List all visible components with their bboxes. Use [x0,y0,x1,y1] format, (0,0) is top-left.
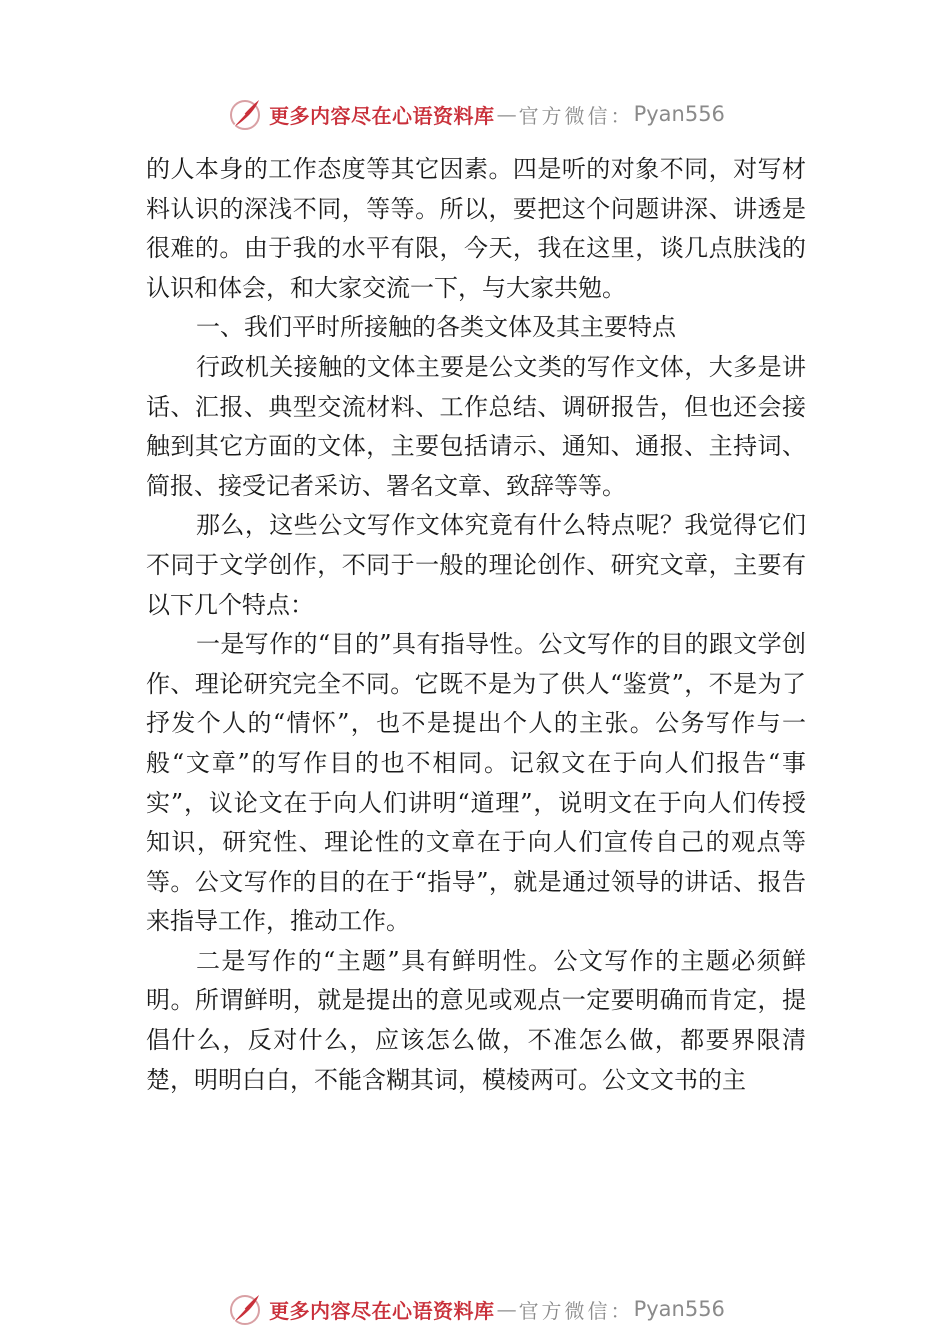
footer-watermark [0,1289,950,1329]
paragraph-4: 一是写作的“目的”具有指导性。公文写作的目的跟文学创作、理论研究完全不同。它既不是为了供人“鉴赏”，不是为了抒发个人的“情怀”，也不是提出个人的主张。公务写作与一般“文章”的写作目的也不相同。记叙文在于向人们报告“事实”，议论文在于向人们讲明“道理”，说明文在于向人们传授知识，研究性、理论性的文章在于向人们宣传自己的观点等等。公文写作的目的在于“指导”，就是通过领导的讲话、报告来指导工作，推动工作。 [146,630,806,936]
paragraph-5: 二是写作的“主题”具有鲜明性。公文写作的主题必须鲜明。所谓鲜明，就是提出的意见或观点一定要明确而肯定，提倡什么，反对什么，应该怎么做，不准怎么做，都要界限清楚，明明白白，不能含糊其词，模棱两可。公文文书的主 [146,946,806,1094]
paragraph-1: 的人本身的工作态度等其它因素。四是听的对象不同，对写材料认识的深浅不同，等等。所以，要把这个问题讲深、讲透是很难的。由于我的水平有限，今天，我在这里，谈几点肤浅的认识和体会，和大家交流一下，与大家共勉。 [146,155,806,302]
watermark-dash: — [496,1297,517,1321]
watermark-brand: 更多内容尽在心语资料库 [269,103,495,128]
feather-pen-icon [225,1289,265,1329]
feather-pen-icon [225,94,265,134]
header-watermark [0,94,950,134]
watermark-brand: 更多内容尽在心语资料库 [269,1298,495,1323]
watermark-label: 官方微信： [518,103,634,128]
watermark-dash: — [496,102,517,126]
document-body [146,150,806,1100]
paragraph-2: 行政机关接触的文体主要是公文类的写作文体，大多是讲话、汇报、典型交流材料、工作总结、调研报告，但也还会接触到其它方面的文体，主要包括请示、通知、通报、主持词、简报、接受记者采访、署名文章、致辞等等。 [146,352,806,500]
paragraph-3: 那么，这些公文写作文体究竟有什么特点呢？我觉得它们不同于文学创作，不同于一般的理论创作、研究文章，主要有以下几个特点： [146,511,806,619]
watermark-wechat-id: Pyan556 [633,1297,725,1321]
watermark-wechat-id: Pyan556 [633,102,725,126]
watermark-label: 官方微信： [518,1298,634,1323]
section-heading: 一、我们平时所接触的各类文体及其主要特点 [196,313,676,342]
